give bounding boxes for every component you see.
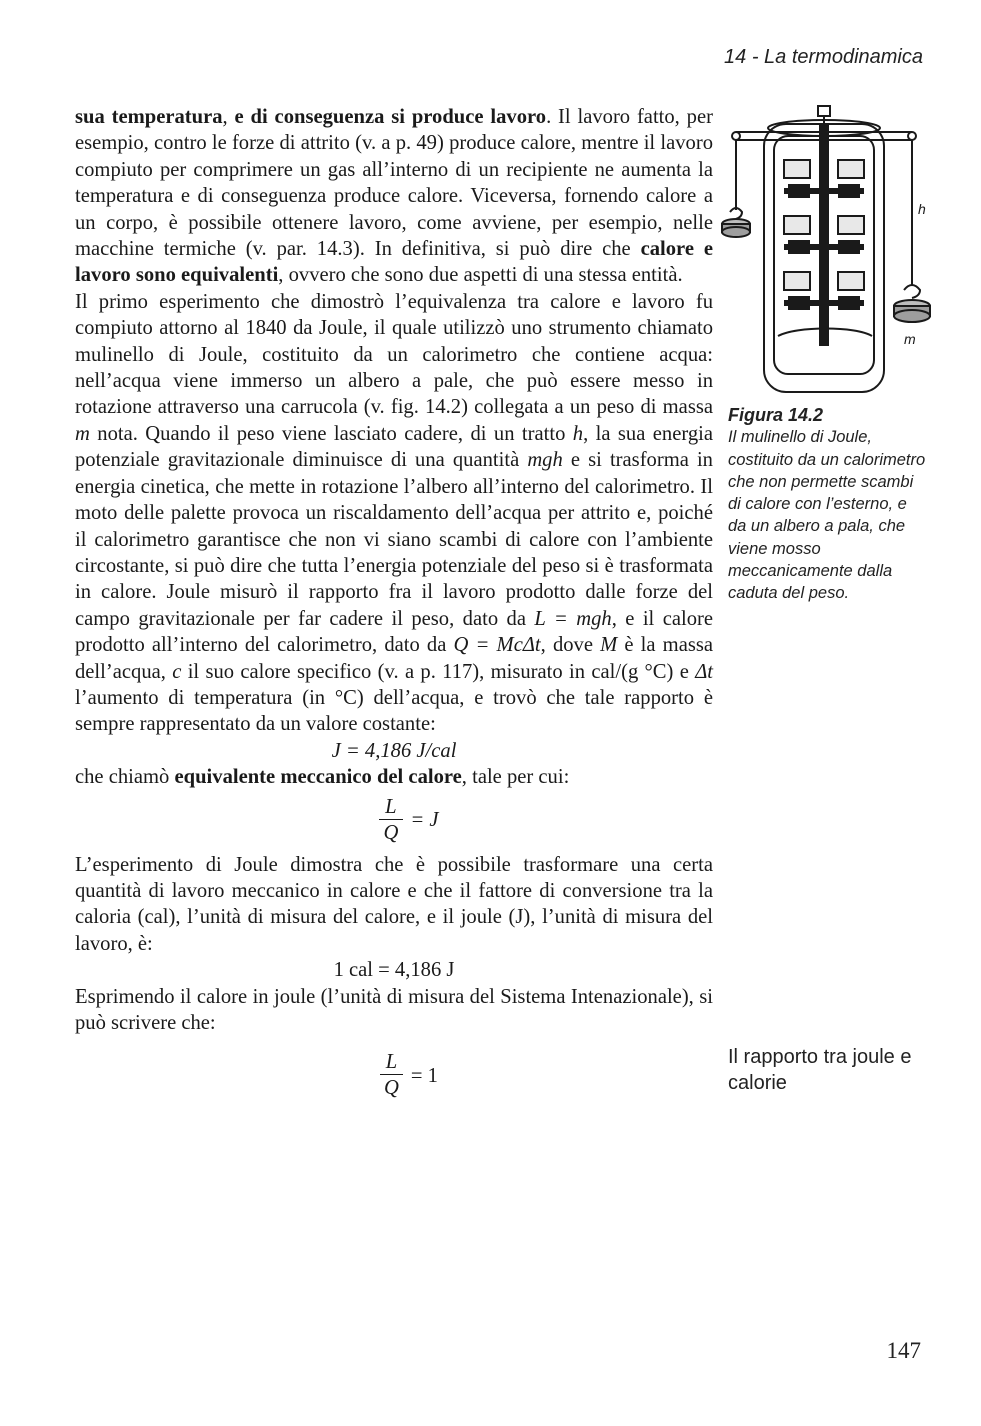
page-number: 147: [886, 1338, 921, 1363]
weight-left: [722, 208, 750, 237]
weight-right: [894, 285, 930, 322]
paddle-shaft: [819, 124, 829, 346]
equation-cal-joule: 1 cal = 4,186 J: [333, 959, 455, 982]
figure-caption: [728, 404, 928, 605]
main-text: [75, 104, 713, 1107]
margin-note: Il rapporto tra joule e calorie: [728, 1046, 912, 1094]
equation-fraction-one: $\frac{L}{Q}$ = 1: [75, 1050, 713, 1101]
equation-joule-constant: J = 4,186 J/cal: [331, 739, 457, 762]
paragraph-5: Esprimendo il calore in joule (l’unità di misura del Sistema Intenazionale), si può scrivere che:: [75, 985, 713, 1034]
paragraph-3: che chiamò equivalente meccanico del calore, tale per cui:: [75, 766, 570, 789]
equation-fraction-j: $\frac{L}{Q}$ = J: [75, 795, 713, 846]
joule-apparatus-figure: [716, 100, 948, 400]
bold-term: sua temperatura: [75, 106, 223, 128]
running-header: 14 - La termodinamica: [724, 46, 923, 68]
label-m: m: [904, 331, 916, 347]
bold-term: e di conseguenza si produce lavoro: [234, 106, 547, 128]
caption-text: Il mulinello di Joule, costituito da un calorimetro che non permette scambi di calore con l’esterno, e da un albero a pala, che viene mosso meccanicamente dalla caduta del peso.: [728, 428, 926, 603]
paragraph-2: Il primo esperimento che dimostrò l’equivalenza tra calore e lavoro fu compiuto attorno al 1840 da Joule, il quale utilizzò uno strumento chiamato mulinello di Joule, costituito da un calorimetro che contiene acqua: nell’acqua viene immerso un albero a pale, che può essere messo in rotazione attraverso una carrucola (v. fig. 14.2) collegata a un peso di massa m nota. Quando il peso viene lasciato cadere, di un tratto h, la sua energia potenziale gravitazionale diminuisce di una quantità mgh e si trasforma in energia cinetica, che mette in rotazione l’albero all’interno del calorimetro. Il moto delle palette provoca un riscaldamento dell’acqua per attrito e, poiché il calorimetro garantisce che non vi siano scambi di calore con l’ambiente circostante, si può dire che tutta l’energia potenziale del peso si è trasformata in calore. Joule misurò il rapporto fra il lavoro prodotto dalle forze del campo gravitazionale per far cadere il peso, dato da L = mgh, e il calore prodotto all’interno del calorimetro, dato da Q = McΔt, dove M è la massa dell’acqua, c il suo calore specifico (v. a p. 117), misurato in cal/(g °C) e Δt l’aumento di temperatura (in °C) dell’acqua, e trovò che tale rapporto è sempre rappresentato da un valore costante:: [75, 290, 714, 736]
caption-title: Figura 14.2: [728, 405, 824, 425]
bold-term: equivalente meccanico del calore: [174, 766, 462, 789]
paragraph-4: L’esperimento di Joule dimostra che è possibile trasformare una certa quantità di lavoro meccanico in calore e che il fattore di conversione tra la caloria (cal), l’unità di misura del calore, e il joule (J), l’unità di misura del lavoro, è:: [75, 853, 713, 955]
paragraph-1: sua temperatura, e di conseguenza si produce lavoro. Il lavoro fatto, per esempio, contro le forze di attrito (v. a p. 49) produce calore, mentre il lavoro compiuto per comprimere un gas all’interno di un recipiente ne aumenta la temperatura e di conseguenza produce calore. Viceversa, fornendo calore a un corpo, è possibile ottenere lavoro, come avviene, per esempio, nelle macchine termiche (v. par. 14.3). In definitiva, si può dire che calore e lavoro sono equivalenti, ovvero che sono due aspetti di una stessa entità.: [75, 106, 713, 287]
bold-term: calore e lavoro sono equivalenti: [75, 238, 713, 287]
label-h: h: [918, 201, 926, 217]
